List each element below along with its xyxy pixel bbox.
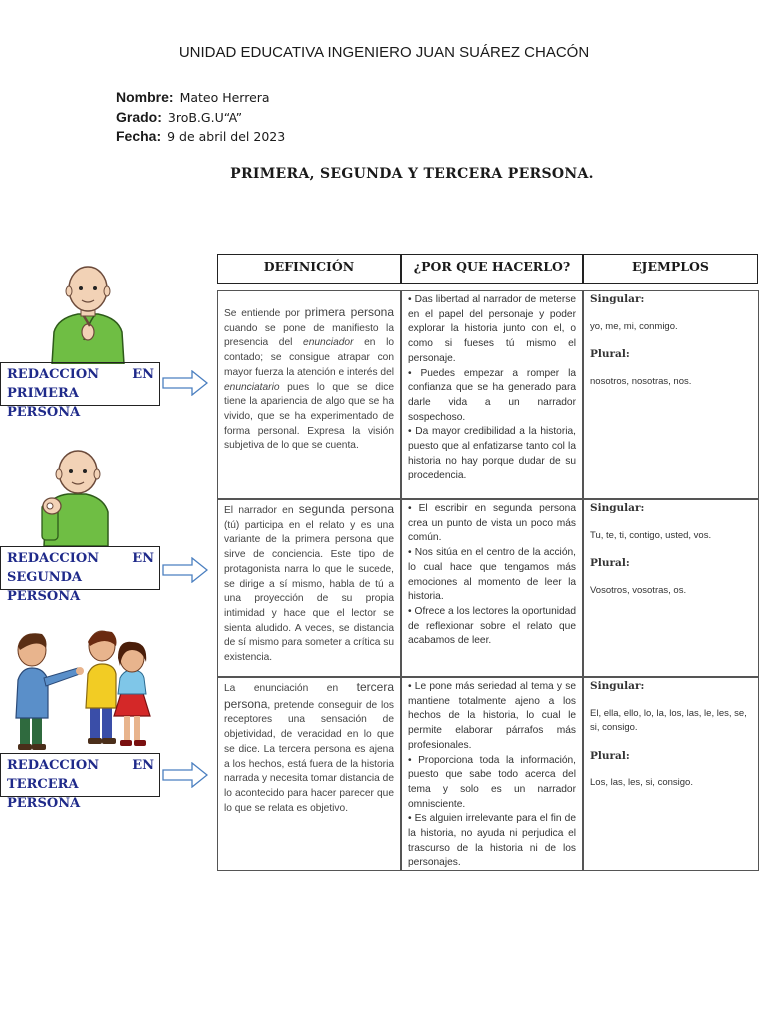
reasons-cell-primera <box>401 290 583 499</box>
reason-item: • Nos sitúa en el centro de la acción, lo cual hace que tengamos más emociones al momento de leer la historia. <box>408 547 576 603</box>
singular-examples: yo, me, mi, conmigo. <box>590 320 678 332</box>
arrow-right-icon <box>162 370 208 396</box>
header-ejemplos: EJEMPLOS <box>583 254 758 284</box>
definition-cell-tercera: La enunciación en tercera persona, pretende conseguir de los receptores una sensación de objetividad, de veracidad en lo que se dice. La tercera persona es ajena a los hechos, está fuera de la historia narrada y necesita tomar distancia de lo acontecido para hacer parecer que lo que se relata es objetivo. <box>217 677 401 871</box>
singular-label: Singular: <box>590 293 645 305</box>
grade-value: 3roB.G.U“A” <box>167 110 243 125</box>
arrow-right-icon <box>162 557 208 583</box>
label-primera-persona: REDACCION EN PRIMERA PERSONA <box>0 362 160 406</box>
page-title: PRIMERA, SEGUNDA Y TERCERA PERSONA. <box>230 166 594 182</box>
reasons-cell-segunda <box>401 499 583 677</box>
reason-item: • Proporciona toda la información, puesto que sabe todo acerca del tema y solo es un narrador omnisciente. <box>408 754 577 810</box>
name-value: Mateo Herrera <box>179 90 270 105</box>
pointing-forward-person-icon <box>38 450 112 546</box>
plural-examples: nosotros, nosotras, nos. <box>590 376 692 388</box>
reason-item: • Ofrece a los lectores la oportunidad de reflexionar sobre el relato que acabamos de leer. <box>408 605 576 647</box>
term-primera-persona: primera persona <box>304 305 395 319</box>
plural-label: Plural: <box>590 557 630 570</box>
examples-cell-primera <box>583 290 759 499</box>
singular-examples: Tu, te, ti, contigo, usted, vos. <box>590 529 712 541</box>
examples-cell-tercera <box>583 677 759 871</box>
plural-examples: Los, las, les, si, consigo. <box>590 777 693 789</box>
reason-item: • Es alguien irrelevante para el fin de la historia, no ayuda ni perjudica el trascurso de la historia ni de los personajes. <box>408 813 576 869</box>
label-tercera-persona: REDACCION EN TERCERA PERSONA <box>0 753 160 797</box>
singular-examples: El, ella, ello, lo, la, los, las, le, les, se, si, consigo. <box>590 707 747 734</box>
header-por-que: ¿POR QUE HACERLO? <box>401 254 583 284</box>
examples-cell-segunda <box>583 499 759 677</box>
date-row <box>116 128 285 144</box>
term-tercera-persona: tercera persona <box>224 680 394 711</box>
plural-label: Plural: <box>590 749 630 762</box>
plural-label: Plural: <box>590 348 630 361</box>
term-segunda-persona: segunda persona <box>298 502 395 516</box>
reasons-cell-tercera <box>401 677 583 871</box>
header-definicion: DEFINICIÓN <box>217 254 401 284</box>
reason-item: • Puedes empezar a romper la confianza que se ha generado para darle vida a un narrador sospechoso. <box>408 367 577 423</box>
reason-item: • Le pone más seriedad al tema y se mantiene totalmente ajeno a los hechos de la historia, lo cual le permite elaborar párrafos más profesionales. <box>408 681 576 751</box>
singular-label: Singular: <box>590 680 645 692</box>
reason-item: • Das libertad al narrador de meterse en el papel del personaje y poder explorar la historia junto con el, o como si fueses tú mismo el personaje. <box>408 294 576 364</box>
reason-item: • El escribir en segunda persona crea un punto de vista un poco más común. <box>408 503 576 544</box>
date-value: 9 de abril del 2023 <box>167 129 286 144</box>
definition-cell-primera: Se entiende por primera persona cuando se pone de manifiesto la presencia del enunciador en lo contado; se consigue atrapar con mayor fuerza la atención e interés del enunciatario pues lo que se dice tiene la apariencia de algo que se ha vivido, que se ha experimentado de forma personal. Expresa la visión subjetiva de lo que se cuenta. <box>217 290 401 499</box>
school-name: UNIDAD EDUCATIVA INGENIERO JUAN SUÁREZ CHACÓN <box>178 44 590 61</box>
name-label: Nombre: <box>116 89 174 105</box>
children-group-icon <box>10 628 156 752</box>
label-segunda-persona: REDACCION EN SEGUNDA PERSONA <box>0 546 160 590</box>
definition-cell-segunda: El narrador en segunda persona (tú) participa en el relato y es una variante de la primera persona que sirve de conciencia. Este tipo de protagonista narra lo que le sucede, se dirige a sí mismo, habla de tú a una proyección de su propia intimidad y hace que el lector se sienta aludido. A veces, se distancia de sí mismo para someter a crítica su existencia. <box>217 499 401 677</box>
pointing-self-person-icon <box>48 266 128 364</box>
arrow-right-icon <box>162 762 208 788</box>
plural-examples: Vosotros, vosotras, os. <box>590 585 687 597</box>
student-name-row <box>116 89 270 105</box>
grade-label: Grado: <box>116 109 162 125</box>
date-label: Fecha: <box>116 128 162 144</box>
grade-row <box>116 109 242 125</box>
singular-label: Singular: <box>590 502 645 514</box>
reason-item: • Da mayor credibilidad a la historia, puesto que al enfatizarse tanto col la historia no hay porque dudar de su procedencia. <box>408 426 577 482</box>
